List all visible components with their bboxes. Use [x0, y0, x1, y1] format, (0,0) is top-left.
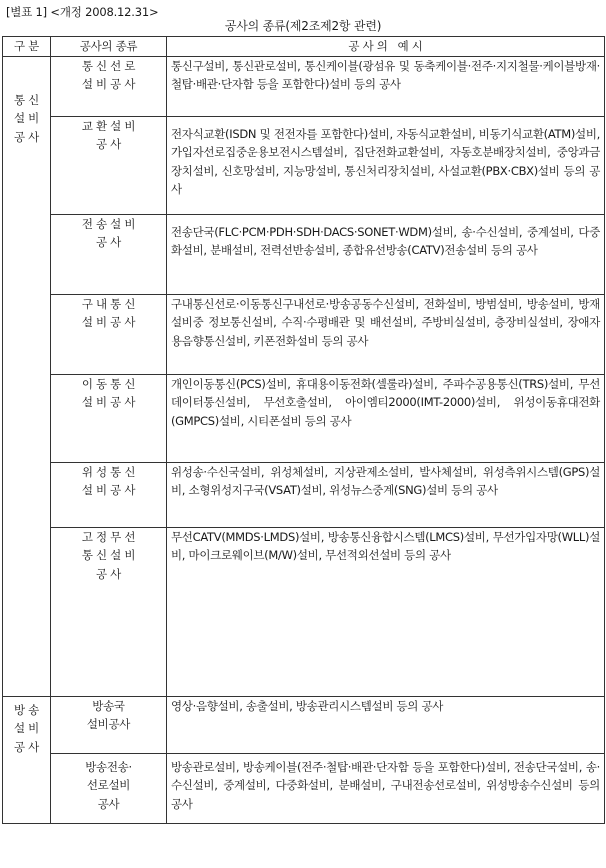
table-header-row	[3, 37, 605, 57]
kind-cell: 통 신 선 로 설 비 공 사	[51, 56, 167, 116]
example-cell: 전송단국(FLC·PCM·PDH·SDH·DACS·SONET·WDM)설비, 송·수신설비, 중계설비, 다중화설비, 분배설비, 전력선반송설비, 종합유선방송(CATV)전송설비 등의 공사	[167, 214, 605, 294]
document-title: 공사의 종류(제2조제2항 관련)	[224, 19, 382, 33]
example-cell: 위성송·수신국설비, 위성체설비, 지상관제소설비, 발사체설비, 위성측위시스템(GPS)설비, 소형위성지구국(VSAT)설비, 위성뉴스중계(SNG)설비 등의 공사	[167, 462, 605, 527]
table-row	[3, 462, 605, 527]
header-kind: 공사의 종류	[51, 37, 167, 57]
table-row	[3, 116, 605, 214]
example-cell: 무선CATV(MMDS·LMDS)설비, 방송통신융합시스템(LMCS)설비, 무선가입자망(WLL)설비, 마이크로웨이브(M/W)설비, 무선적외선설비 등의 공사	[167, 527, 605, 696]
kind-cell: 구 내 통 신 설 비 공 사	[51, 294, 167, 374]
category-broadcast: 방 송 설 비 공 사	[3, 696, 51, 823]
example-cell: 구내통신선로·이동통신구내선로·방송공동수신설비, 전화설비, 방범설비, 방송설비, 방재설비중 정보통신설비, 수직·수평배관 및 배선설비, 주방비실설비, 층장비실설비, 장애자용음향통신설비, 키폰전화설비 등의 공사	[167, 294, 605, 374]
table-row	[3, 374, 605, 462]
header-note: [별표 1] <개정 2008.12.31>	[6, 5, 159, 19]
table-row	[3, 56, 605, 116]
kind-cell: 고 정 무 선 통 신 설 비 공 사	[51, 527, 167, 696]
table-row	[3, 294, 605, 374]
example-cell: 영상·음향설비, 송출설비, 방송관리시스템설비 등의 공사	[167, 696, 605, 753]
table-row	[3, 696, 605, 753]
table-row	[3, 214, 605, 294]
kind-cell: 이 동 통 신 설 비 공 사	[51, 374, 167, 462]
header-category: 구 분	[3, 37, 51, 57]
kind-cell: 교 환 설 비 공 사	[51, 116, 167, 214]
table-row	[3, 527, 605, 696]
example-cell: 방송관로설비, 방송케이블(전주·철탑·배관·단자함 등을 포함한다)설비, 전송단국설비, 송·수신설비, 중계설비, 다중화설비, 분배설비, 구내전송선로설비, 위성방송수신설비 등의 공사	[167, 753, 605, 823]
construction-types-table	[2, 36, 605, 824]
example-cell: 개인이동통신(PCS)설비, 휴대용이동전화(셀룰라)설비, 주파수공용통신(TRS)설비, 무선데이터통신설비, 무선호출설비, 아이엠티2000(IMT-2000)설비, 위성이동휴대전화(GMPCS)설비, 시티폰설비 등의 공사	[167, 374, 605, 462]
table-row	[3, 753, 605, 823]
header-example: 공 사 의 예 시	[167, 37, 605, 57]
kind-cell: 방송국 설비공사	[51, 696, 167, 753]
kind-cell: 방송전송· 선로설비 공사	[51, 753, 167, 823]
example-cell: 통신구설비, 통신관로설비, 통신케이블(광섬유 및 동축케이블·전주·지지철물·케이블방재·철탑·배관·단자함 등을 포함한다)설비 등의 공사	[167, 56, 605, 116]
example-cell: 전자식교환(ISDN 및 전전자를 포함한다)설비, 자동식교환설비, 비동기식교환(ATM)설비, 가입자선로집중운용보전시스템설비, 집단전화교환설비, 자동호분배장치설비, 중앙과금장치설비, 신호망설비, 지능망설비, 통신처리장치설비, 사설교환(PBX·CBX)설비 등의 공사	[167, 116, 605, 214]
kind-cell: 전 송 설 비 공 사	[51, 214, 167, 294]
category-telecom: 통 신 설 비 공 사	[3, 56, 51, 696]
kind-cell: 위 성 통 신 설 비 공 사	[51, 462, 167, 527]
